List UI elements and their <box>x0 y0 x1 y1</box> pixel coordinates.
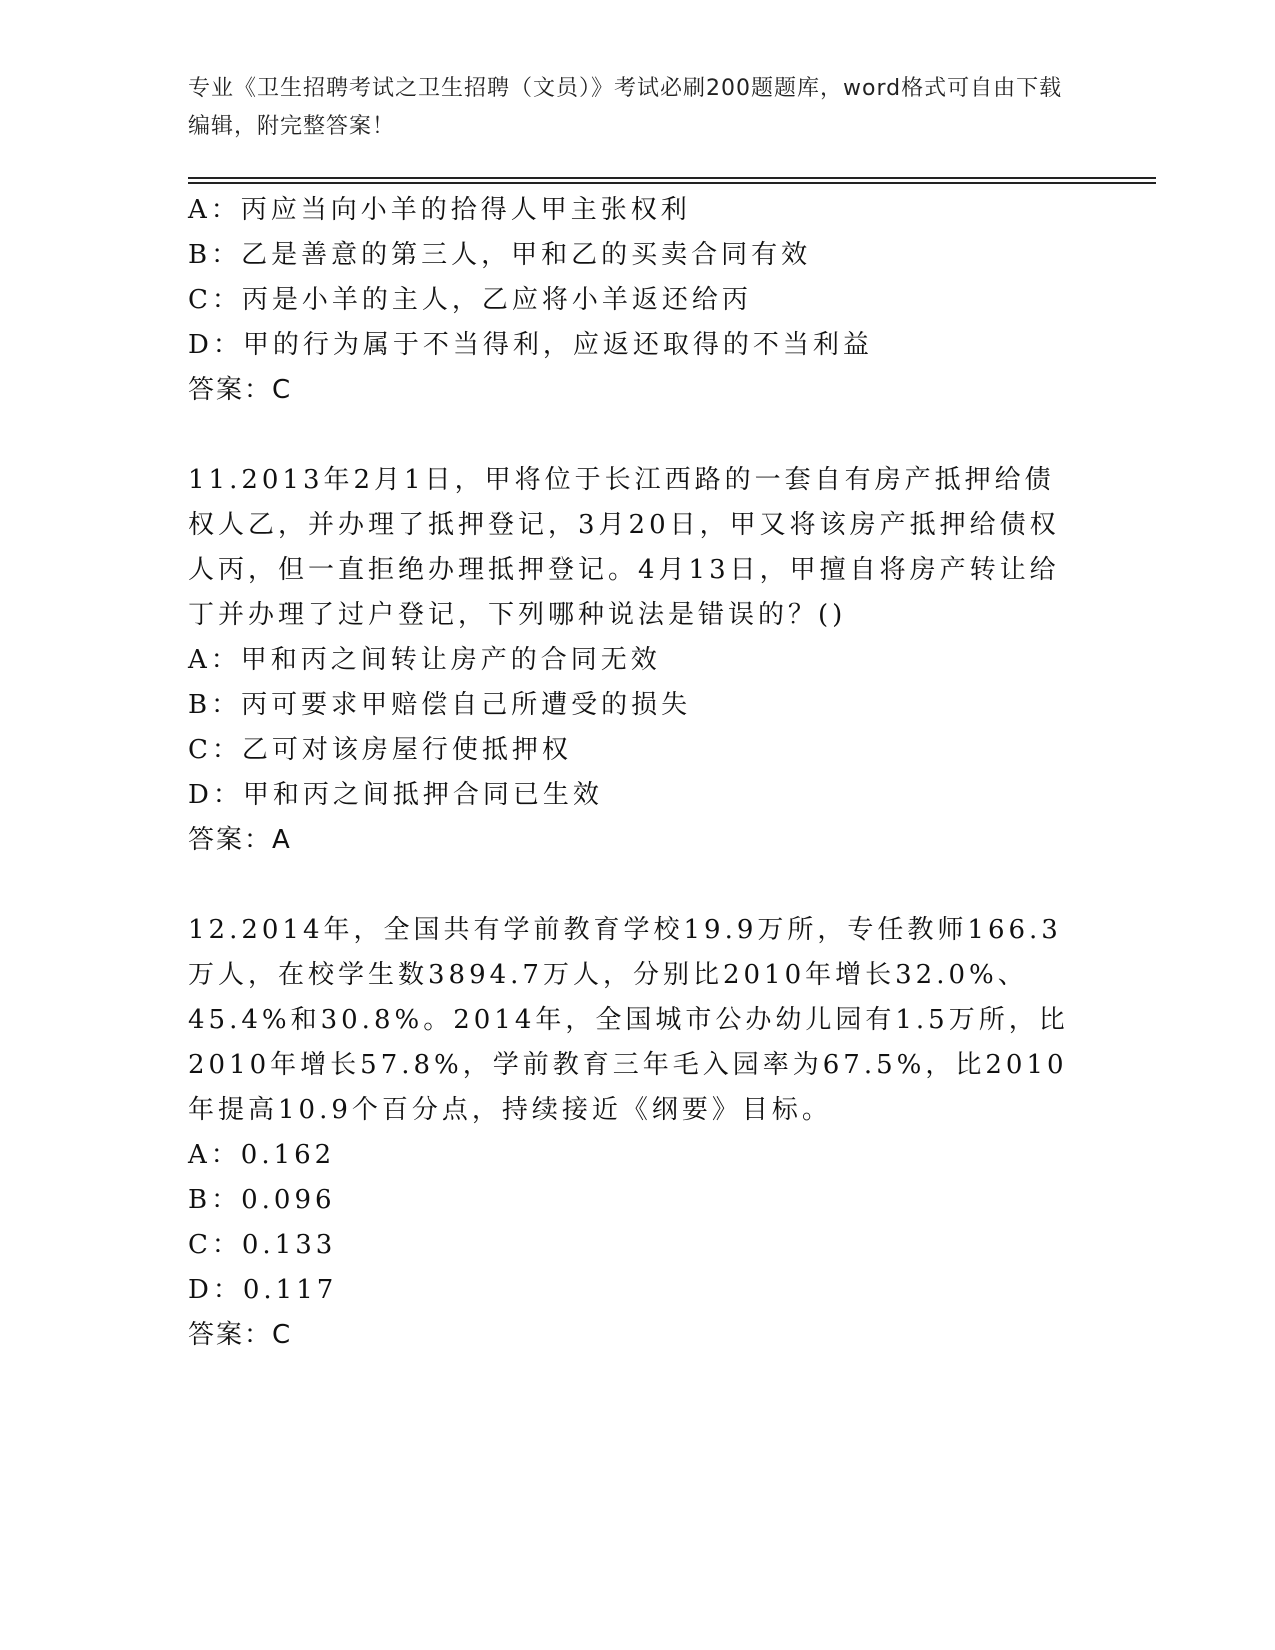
option-b: B：0.096 <box>188 1185 336 1215</box>
question-text: 11.2013年2月1日，甲将位于长江西路的一套自有房产抵押给债权人乙，并办理了抵押登记，3月20日，甲又将该房产抵押给债权人丙，但一直拒绝办理抵押登记。4月13日，甲擅自将房产转让给丁并办理了过户登记，下列哪种说法是错误的？() <box>188 465 1060 630</box>
answer-line: 答案：C <box>188 1320 293 1350</box>
question-11-block <box>188 458 1088 863</box>
question-text: 12.2014年，全国共有学前教育学校19.9万所，专任教师166.3万人，在校学生数3894.7万人，分别比2010年增长32.0%、45.4%和30.8%。2014年，全国城市公办幼儿园有1.5万所，比2010年增长57.8%，学前教育三年毛入园率为67.5%，比2010年提高10.9个百分点，持续接近《纲要》目标。 <box>188 915 1069 1125</box>
document-body <box>188 188 1088 1358</box>
spacer <box>188 863 1088 908</box>
spacer <box>188 413 1088 458</box>
option-a: A：丙应当向小羊的拾得人甲主张权利 <box>188 195 691 225</box>
option-c: C：丙是小羊的主人，乙应将小羊返还给丙 <box>188 285 752 315</box>
answer-line: 答案：A <box>188 825 292 855</box>
option-b: B：乙是善意的第三人，甲和乙的买卖合同有效 <box>188 240 812 270</box>
question-10-block <box>188 188 1088 413</box>
option-a: A：0.162 <box>188 1140 336 1170</box>
option-c: C：0.133 <box>188 1230 337 1260</box>
option-d: D：甲和丙之间抵押合同已生效 <box>188 780 603 810</box>
answer-line: 答案：C <box>188 375 293 405</box>
option-d: D：甲的行为属于不当得利，应返还取得的不当利益 <box>188 330 873 360</box>
option-d: D：0.117 <box>188 1275 338 1305</box>
option-b: B：丙可要求甲赔偿自己所遭受的损失 <box>188 690 692 720</box>
header-rule-top <box>188 177 1156 179</box>
header-rule-bottom <box>188 182 1156 184</box>
question-12-block <box>188 908 1088 1358</box>
document-header: 专业《卫生招聘考试之卫生招聘（文员）》考试必刷200题题库，word格式可自由下载编辑，附完整答案！ <box>188 76 1063 139</box>
option-c: C：乙可对该房屋行使抵押权 <box>188 735 572 765</box>
option-a: A：甲和丙之间转让房产的合同无效 <box>188 645 661 675</box>
